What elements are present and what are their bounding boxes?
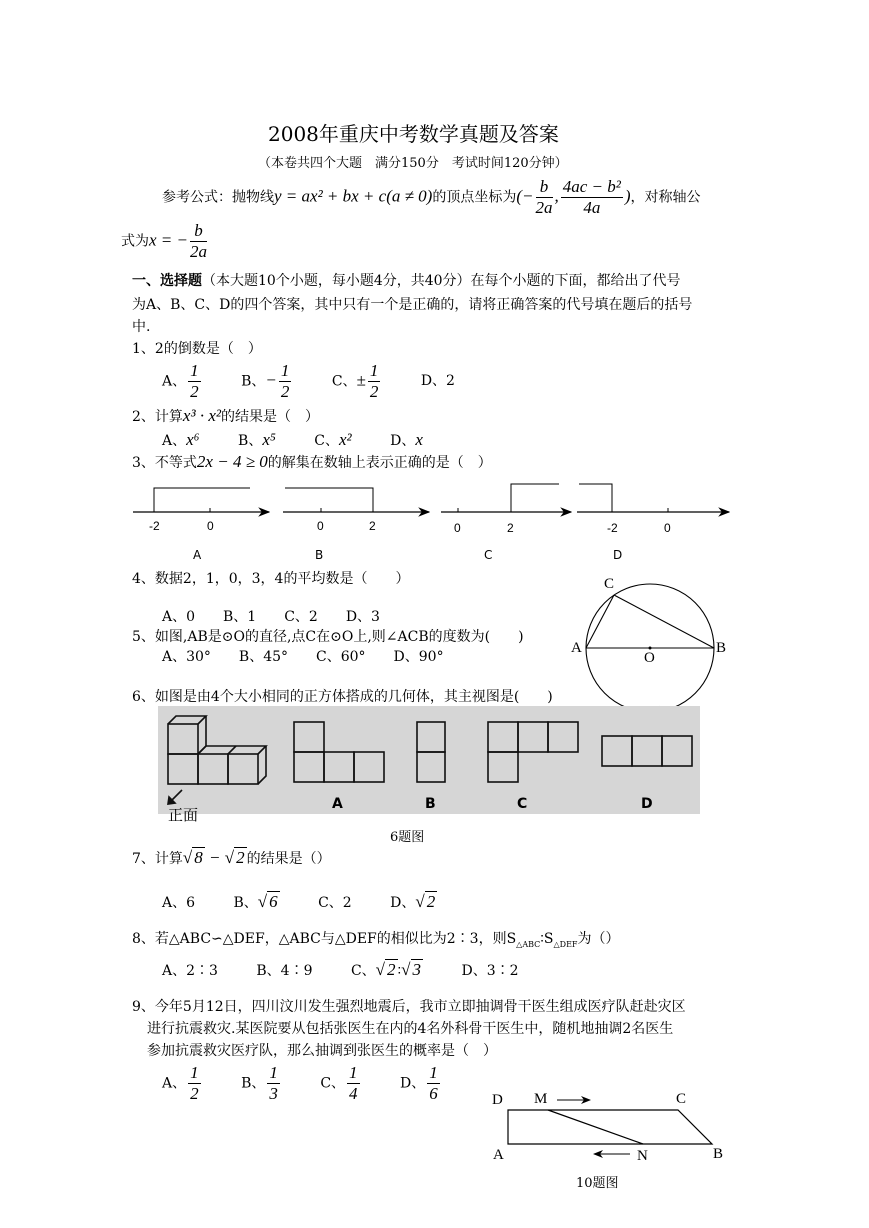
q8-stem: 8、若△ABC∽△DEF，△ABC与△DEF的相似比为2∶3，则$S_{\triangle ABC}∶S_{\triangle DEF}$为（）: [132, 931, 620, 949]
q7-stem: 7、计算√ 8 − √ 2 的结果是（）: [132, 848, 331, 867]
q2-stem: 2、计算x³ · x²的结果是（ ）: [132, 406, 319, 425]
q6-stem: 6、如图是由4个大小相同的正方体搭成的几何体，其主视图是( ): [132, 689, 553, 705]
fig6-caption: 6题图: [390, 830, 425, 845]
section1-line1: 一、选择题（本大题10个小题，每小题4分，共40分）在每个小题的下面，都给出了代号: [132, 273, 681, 289]
option-A-view: [294, 722, 384, 782]
axis-formula: 式为x = − $\frac{b}{2a}$: [121, 221, 207, 261]
tick-label: 0: [207, 519, 214, 533]
option-B-view: [417, 722, 445, 782]
vertex-x-fraction: $\frac{b}{2a}$: [535, 177, 553, 217]
page-subtitle: （本卷共四个大题 满分150分 考试时间120分钟）: [258, 156, 568, 171]
cube-solid: [168, 716, 266, 804]
fig10-caption: 10题图: [576, 1176, 619, 1191]
number-line-C: [441, 484, 571, 535]
front-label: 正面: [168, 806, 199, 824]
option-C-view: [488, 722, 578, 782]
q4-stem: 4、数据2，1，0，3，4的平均数是（ ）: [132, 571, 410, 587]
fig10-point-M: M: [534, 1091, 548, 1107]
q9-line2: 进行抗震救灾.某医院要从包括张医生在内的4名外科骨干医生中，随机地抽调2名医生: [147, 1021, 674, 1037]
formula-axis-text: ，对称轴公: [630, 189, 701, 206]
tick-label: 0: [664, 521, 671, 535]
tick-label: 0: [317, 519, 324, 533]
q9-line1: 9、今年5月12日，四川汶川发生强烈地震后，我市立即抽调骨干医生组成医疗队赶赴灾区: [132, 999, 686, 1015]
q3-label-B: B: [315, 548, 324, 562]
q9-options: A、 $\frac{1}{2}$ B、 $\frac{1}{3}$ C、 $\frac{1}{4}$ D、 $\frac{1}{6}$: [162, 1063, 438, 1103]
q3-label-C: C: [484, 548, 493, 562]
fig10-point-C: C: [676, 1091, 687, 1107]
tick-label: 2: [507, 521, 514, 535]
formula-prefix: 参考公式：抛物线: [162, 189, 274, 206]
q5-options: A、30° B、45° C、60° D、90°: [162, 649, 444, 665]
q5-stem: 5、如图,AB是⊙O的直径,点C在⊙O上,则∠ACB的度数为( ): [132, 629, 524, 645]
q9-line3: 参加抗震救灾医疗队，那么抽调到张医生的概率是（ ）: [147, 1043, 497, 1059]
fig5-point-A: A: [571, 640, 582, 656]
section1-line2: 为A、B、C、D的四个答案，其中只有一个是正确的，请将正确答案的代号填在题后的括号: [132, 297, 693, 313]
fig5-point-C: C: [604, 576, 615, 592]
q1-stem: 1、2的倒数是（ ）: [132, 341, 262, 357]
formula-parabola: y = ax² + bx + c(a ≠ 0): [274, 186, 433, 206]
q1-options: A、 $\frac{1}{2}$ B、− $\frac{1}{2}$ C、± $\frac{1}{2}$ D、2: [162, 361, 455, 401]
page-title: 2008年重庆中考数学真题及答案: [268, 122, 559, 146]
number-line-D: [577, 484, 729, 535]
formula-vertex-text: 的顶点坐标为: [432, 189, 517, 206]
fig10-point-A: A: [493, 1147, 504, 1163]
axis-fraction: $\frac{b}{2a}$: [190, 221, 207, 261]
tick-label: 2: [369, 519, 376, 533]
q6-label-B: B: [425, 796, 436, 812]
number-line-A: [133, 488, 269, 533]
q8-options: A、2∶3 B、4∶9 C、√ 2 ∶√ 3 D、3∶2: [162, 960, 519, 979]
fig10-point-N: N: [637, 1148, 648, 1164]
tick-label: 0: [454, 521, 461, 535]
q6-label-C: C: [517, 796, 528, 812]
q3-label-A: A: [193, 548, 202, 562]
tick-label: -2: [607, 521, 618, 535]
fig5-point-O: O: [644, 650, 655, 666]
q6-label-A: A: [332, 796, 343, 812]
section1-line3: 中.: [132, 319, 151, 335]
fig10-point-D: D: [492, 1092, 503, 1108]
number-lines-figure: [125, 478, 745, 568]
trapezoid-figure: [490, 1090, 730, 1170]
vertex-y-fraction: $\frac{\text{4ac − b²}}{4a}$: [562, 177, 621, 217]
q3-stem: 3、不等式2x − 4 ≥ 0的解集在数轴上表示正确的是（ ）: [132, 452, 492, 471]
q7-options: A、6 B、√ 6 C、2 D、√ 2: [162, 892, 436, 911]
tick-label: -2: [149, 519, 160, 533]
q3-label-D: D: [613, 548, 623, 562]
fig10-point-B: B: [713, 1146, 724, 1162]
reference-formula: 参考公式：抛物线y = ax² + bx + c(a ≠ 0)的顶点坐标为(− $\frac{b}{2a}$ , $\frac{\text{4ac − b²}}{4a}$ )，对称轴公: [162, 177, 701, 217]
q2-options: A、x⁶ B、x⁵ C、x² D、x: [162, 430, 423, 449]
fig5-point-B: B: [716, 640, 727, 656]
number-line-B: [283, 488, 429, 533]
q4-options: A、0 B、1 C、2 D、3: [162, 609, 380, 625]
option-D-view: [602, 736, 692, 766]
q6-label-D: D: [641, 796, 653, 812]
